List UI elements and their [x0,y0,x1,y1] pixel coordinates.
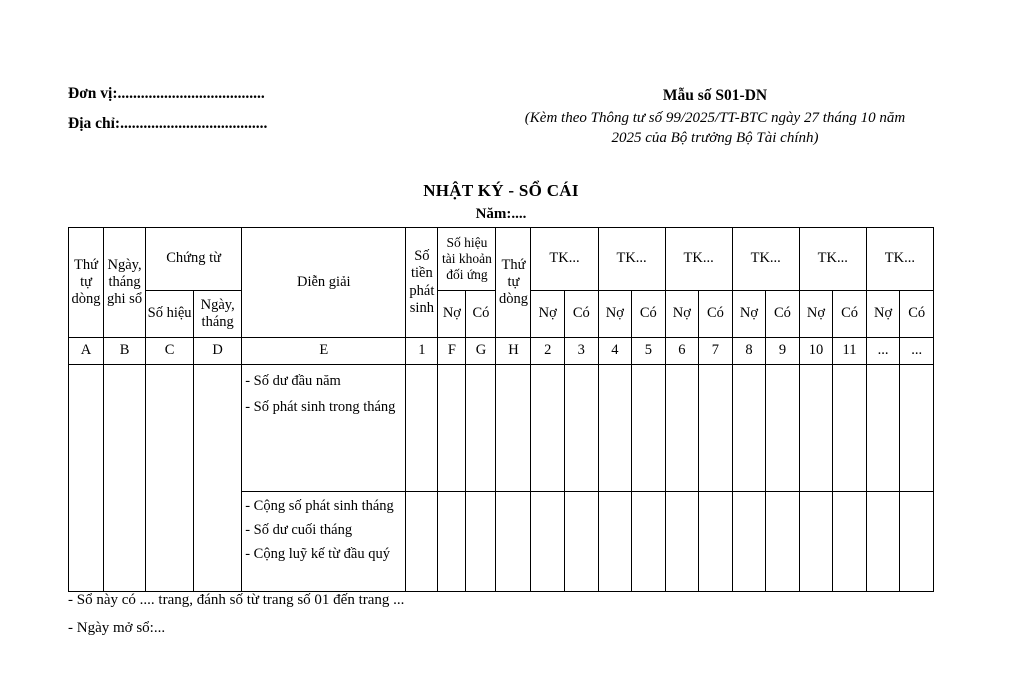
empty-cell [565,365,599,492]
empty-cell [496,492,531,592]
col-header-description: Diễn giải [242,228,406,338]
col-header-counter-account: Số hiệu tài khoản đối ứng [438,228,496,291]
column-code: 4 [598,338,632,365]
empty-cell [598,365,632,492]
column-code: 1 [406,338,438,365]
col-header-amount: Số tiền phát sinh [406,228,438,338]
empty-cell [438,365,466,492]
empty-cell [833,492,867,592]
col-header-credit: Có [766,291,800,338]
col-header-debit: Nợ [665,291,699,338]
col-header-debit: Nợ [799,291,833,338]
empty-cell [900,365,934,492]
column-code: H [496,338,531,365]
col-header-credit: Có [699,291,733,338]
empty-cell [531,365,565,492]
column-code: 9 [766,338,800,365]
column-code: 6 [665,338,699,365]
col-header-account-group-6: TK... [866,228,933,291]
body-row-opening [69,365,934,492]
empty-cell [406,365,438,492]
journal-ledger-table [68,227,934,592]
empty-cell [732,365,766,492]
column-code: 3 [565,338,599,365]
column-code: F [438,338,466,365]
col-header-row-order-2: Thứ tự dòng [496,228,531,338]
col-header-debit: Nợ [531,291,565,338]
col-header-voucher-date: Ngày, tháng [194,291,242,338]
col-header-credit: Có [900,291,934,338]
empty-cell [766,365,800,492]
column-code: A [69,338,104,365]
col-header-credit: Có [565,291,599,338]
empty-cell [598,492,632,592]
column-code-row [69,338,934,365]
empty-cell [665,365,699,492]
col-header-debit: Nợ [438,291,466,338]
empty-cell [799,492,833,592]
empty-cell [699,492,733,592]
empty-cell [766,492,800,592]
form-number: Mẫu số S01-DN [662,87,768,104]
empty-cell [69,365,104,592]
empty-cell [438,492,466,592]
empty-cell [466,492,496,592]
col-header-account-group-3: TK... [665,228,732,291]
empty-cell [632,365,666,492]
column-code: ... [900,338,934,365]
address-label: Địa chỉ:...................................... [68,115,268,132]
header-row-groups [69,228,934,291]
column-code: 10 [799,338,833,365]
empty-cell [565,492,599,592]
empty-cell [833,365,867,492]
col-header-account-group-2: TK... [598,228,665,291]
description-line: - Cộng số phát sinh tháng [245,498,394,514]
description-line: - Số phát sinh trong tháng [245,399,396,415]
column-code: 11 [833,338,867,365]
col-header-credit: Có [833,291,867,338]
col-header-debit: Nợ [866,291,900,338]
empty-cell [866,365,900,492]
description-line: - Số dư cuối tháng [245,522,353,538]
column-code: C [146,338,194,365]
col-header-date-recorded: Ngày, tháng ghi sổ [104,228,146,338]
col-header-credit: Có [632,291,666,338]
col-header-account-group-4: TK... [732,228,799,291]
col-header-debit: Nợ [732,291,766,338]
column-code: 7 [699,338,733,365]
empty-cell [732,492,766,592]
column-code: G [466,338,496,365]
footer-note-pages: - Sổ này có .... trang, đánh số từ trang số 01 đến trang ... [68,592,405,608]
form-note-line2: 2025 của Bộ trưởng Bộ Tài chính) [611,130,819,146]
col-header-account-group-5: TK... [799,228,866,291]
col-header-account-group-1: TK... [531,228,598,291]
empty-cell [531,492,565,592]
empty-cell [104,365,146,592]
column-code: ... [866,338,900,365]
empty-cell [699,365,733,492]
unit-label: Đơn vị:...................................... [68,85,265,102]
page-title: NHẬT KÝ - SỔ CÁI [423,181,579,200]
description-line: - Cộng luỹ kế từ đầu quý [245,546,390,562]
column-code: 2 [531,338,565,365]
col-header-row-order: Thứ tự dòng [69,228,104,338]
empty-cell [900,492,934,592]
empty-cell [866,492,900,592]
col-header-voucher-group: Chứng từ [146,228,242,291]
year-label: Năm:.... [475,206,527,222]
empty-cell [406,492,438,592]
empty-cell [146,365,194,592]
description-cell-closing [242,492,406,592]
col-header-credit: Có [466,291,496,338]
description-line: - Số dư đầu năm [245,373,341,389]
empty-cell [496,365,531,492]
empty-cell [194,365,242,592]
column-code: B [104,338,146,365]
empty-cell [665,492,699,592]
column-code: E [242,338,406,365]
column-code: D [194,338,242,365]
col-header-debit: Nợ [598,291,632,338]
form-note [490,108,940,148]
column-code: 8 [732,338,766,365]
empty-cell [632,492,666,592]
footer-note-open-date: - Ngày mở sổ:... [68,620,166,636]
form-note-line1: (Kèm theo Thông tư số 99/2025/TT-BTC ngày 27 tháng 10 năm [524,110,906,126]
col-header-voucher-number: Số hiệu [146,291,194,338]
column-code: 5 [632,338,666,365]
description-cell-opening [242,365,406,492]
empty-cell [466,365,496,492]
form-reference-block [490,87,940,148]
empty-cell [799,365,833,492]
